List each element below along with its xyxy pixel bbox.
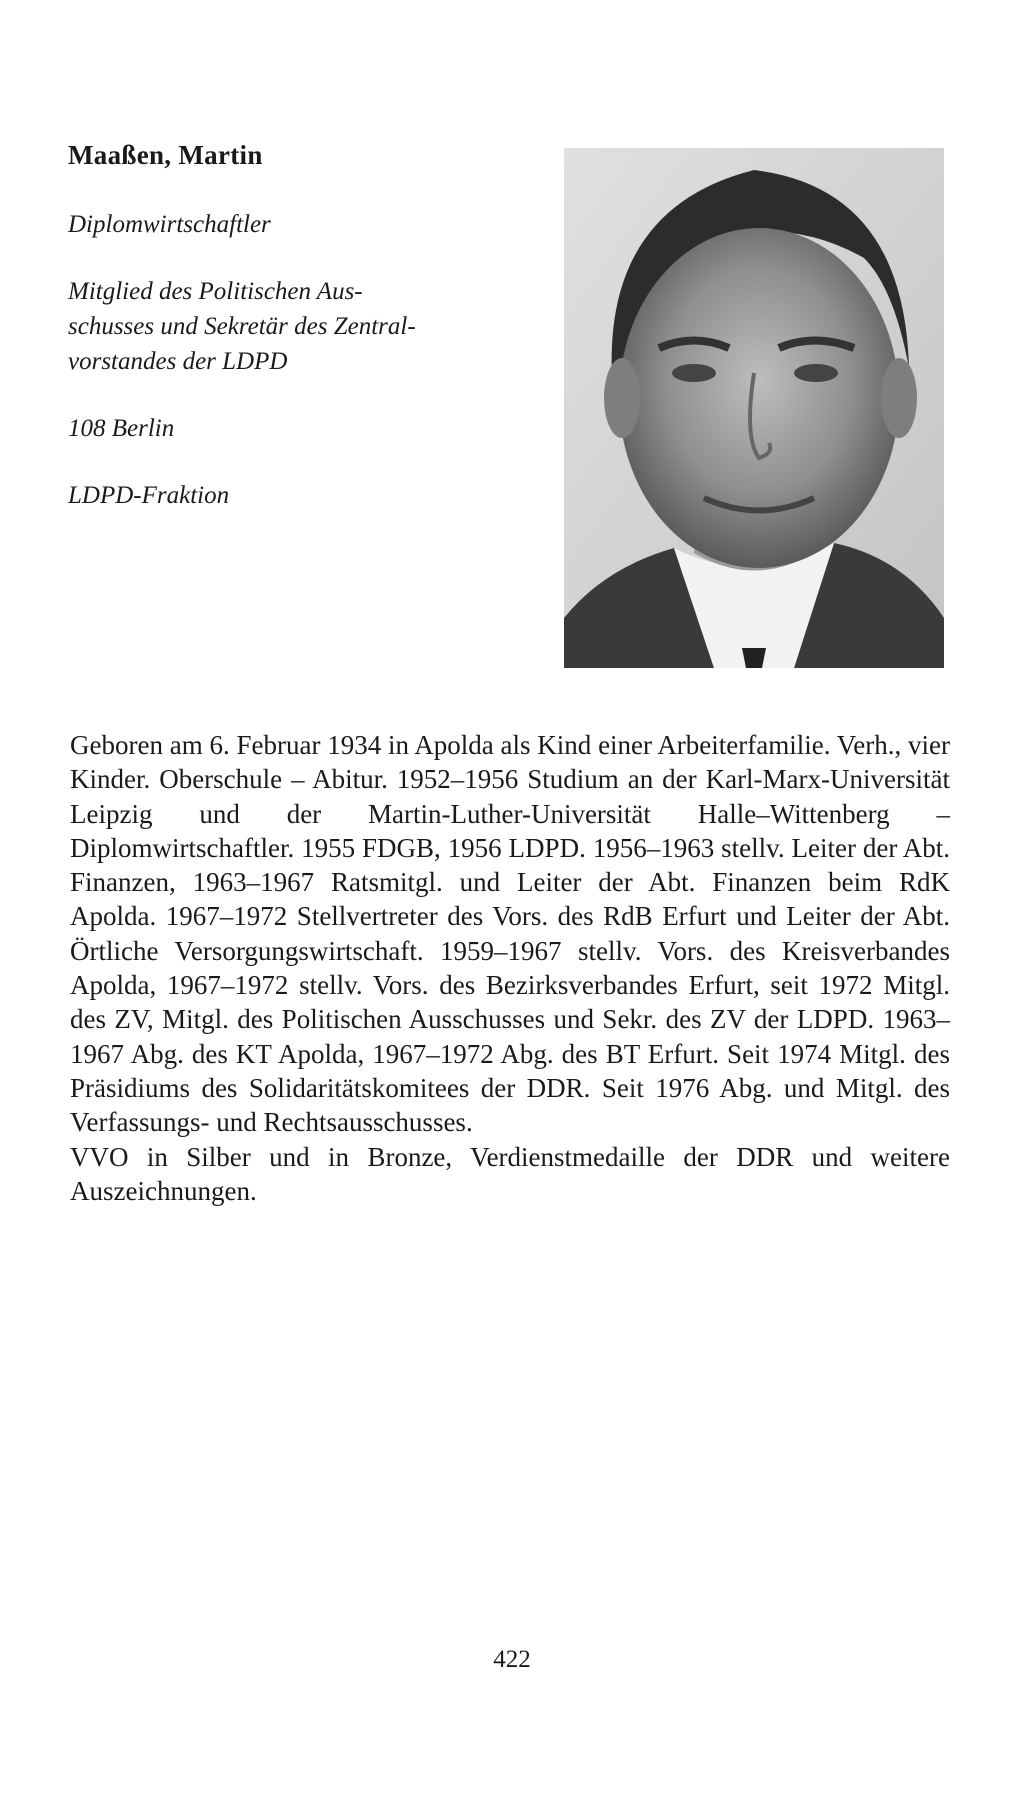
function-description (68, 274, 488, 379)
function-line: Mitglied des Politischen Aus- (68, 278, 363, 305)
function-line: vorstandes der LDPD (68, 348, 288, 375)
profession: Diplomwirtschaftler (68, 211, 271, 238)
page-number: 422 (493, 1646, 531, 1673)
location: 108 Berlin (68, 415, 175, 442)
portrait-photo (564, 148, 944, 668)
function-line: schusses und Sekretär des Zentral- (68, 313, 416, 340)
biography-paragraph: VVO in Silber und in Bronze, Verdienstmedaille der DDR und weitere Auszeichnungen. (70, 1141, 950, 1206)
portrait-image (564, 148, 944, 668)
person-name: Maaßen, Martin (68, 140, 263, 170)
entry-header (68, 140, 488, 545)
biography (70, 728, 950, 1208)
biography-paragraph: Geboren am 6. Februar 1934 in Apolda als Kind einer Arbeiterfamilie. Verh., vier Kinder. Oberschule – Abitur. 1952–1956 Studium an der Karl-Marx-Universität Leipzig und der Martin-Luther-Universität Halle–Wittenberg – Diplomwirtschaftler. 1955 FDGB, 1956 LDPD. 1956–1963 stellv. Leiter der Abt. Finanzen, 1963–1967 Ratsmitgl. und Leiter der Abt. Finanzen beim RdK Apolda. 1967–1972 Stellvertreter des Vors. des RdB Erfurt und Leiter der Abt. Örtliche Versorgungswirtschaft. 1959–1967 stellv. Vors. des Kreisverbandes Apolda, 1967–1972 stellv. Vors. des Bezirksverbandes Erfurt, seit 1972 Mitgl. des ZV, Mitgl. des Politischen Ausschusses und Sekr. des ZV der LDPD. 1963–1967 Abg. des KT Apolda, 1967–1972 Abg. des BT Erfurt. Seit 1974 Mitgl. des Präsidiums des Solidaritätskomitees der DDR. Seit 1976 Abg. und Mitgl. des Verfassungs- und Rechtsausschusses. (70, 730, 950, 1138)
faction: LDPD-Fraktion (68, 482, 230, 509)
